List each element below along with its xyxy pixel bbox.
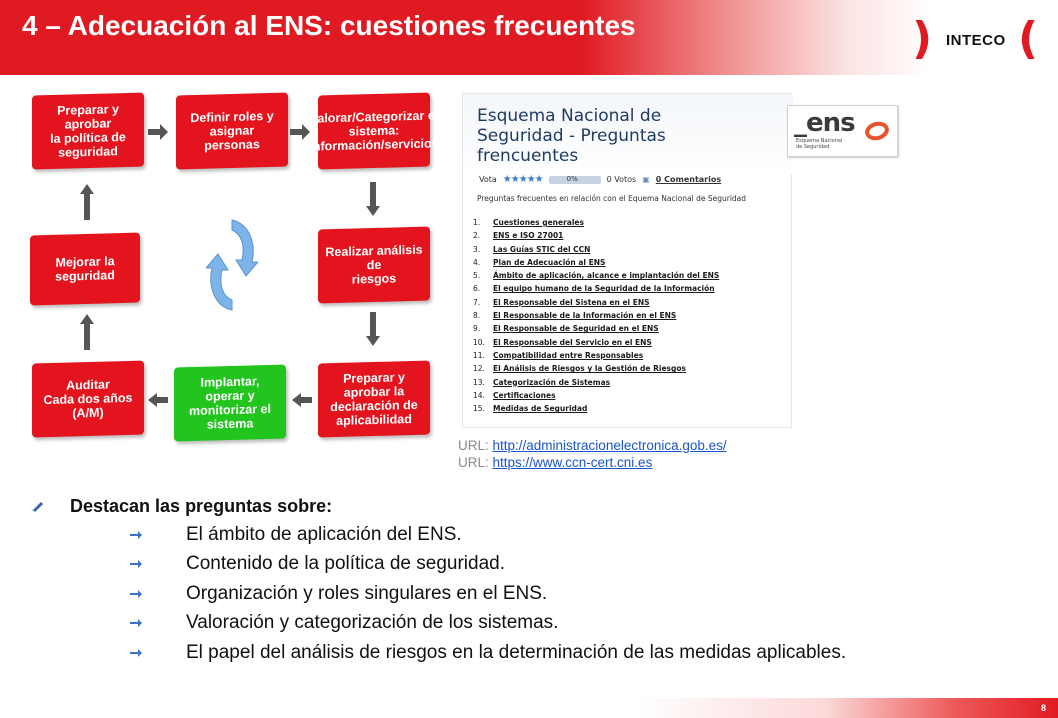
url-line — [458, 437, 727, 454]
url-prefix: URL: — [458, 438, 493, 453]
step-box: Valorar/Categorizar el sistema: Información/servicios — [318, 93, 430, 170]
faq-item-link[interactable]: Cuestiones generales — [493, 218, 584, 227]
faq-item[interactable] — [473, 322, 783, 335]
slide-title: 4 – Adecuación al ENS: cuestiones frecuentes — [22, 10, 636, 41]
step-box: Definir roles y asignar personas — [176, 93, 288, 170]
url-link[interactable]: http://administracionelectronica.gob.es/ — [492, 438, 727, 453]
rating-stars-icon[interactable]: ★★★★★ — [502, 174, 543, 185]
faq-item[interactable] — [473, 389, 783, 402]
faq-item[interactable] — [473, 309, 783, 322]
faq-item[interactable] — [473, 376, 783, 389]
faq-item-number: 14. — [473, 390, 485, 400]
faq-item-number: 1. — [473, 218, 481, 227]
faq-item-link[interactable]: El Responsable del Sistena en el ENS — [493, 297, 650, 307]
faq-item-link[interactable]: El Responsable de la Información en el ENS — [493, 311, 677, 321]
faq-item-link[interactable]: Ámbito de aplicación, alcance e implantación del ENS — [493, 271, 720, 281]
comment-icon: ▣ — [642, 175, 650, 184]
faq-item-number: 11. — [473, 350, 485, 360]
faq-item[interactable] — [473, 243, 783, 256]
faq-item-link[interactable]: Compatibilidad entre Responsables — [493, 350, 644, 360]
faq-item-link[interactable]: Plan de Adecuación al ENS — [493, 257, 606, 267]
cycle-icon — [206, 216, 258, 314]
url-line — [458, 454, 727, 471]
faq-vote-bar — [479, 174, 721, 185]
url-link[interactable]: https://www.ccn-cert.cni.es — [492, 455, 653, 470]
sub-bullet — [130, 520, 1032, 550]
faq-item-number: 6. — [473, 284, 481, 294]
faq-item[interactable] — [473, 269, 783, 282]
step-box: Preparar y aprobar la política de seguridad — [32, 93, 144, 170]
vote-percent-bar — [549, 176, 601, 184]
arrow-down-icon — [366, 182, 380, 216]
faq-item-link[interactable]: Categorización de Sistemas — [493, 377, 611, 387]
faq-item[interactable] — [473, 336, 783, 349]
step-box: Implantar, operar y monitorizar el sistema — [174, 365, 286, 442]
ens-mark-icon — [864, 120, 890, 142]
url-prefix: URL: — [458, 455, 493, 470]
vote-count: 0 Votos — [606, 175, 637, 184]
sub-bullet — [130, 579, 1032, 609]
sub-bullet — [130, 550, 1032, 580]
faq-item[interactable] — [473, 282, 783, 295]
vote-label: Vota — [479, 175, 497, 184]
bullet-arrow-icon — [32, 500, 44, 512]
faq-item-link[interactable]: Medidas de Seguridad — [493, 404, 588, 414]
arrow-left-icon — [292, 393, 312, 407]
faq-item[interactable] — [473, 402, 783, 415]
inteco-logo — [912, 13, 1042, 70]
ens-process-diagram — [26, 88, 446, 444]
faq-item[interactable] — [473, 362, 783, 375]
arrow-right-icon — [148, 124, 170, 140]
vote-percent: 0% — [566, 174, 578, 183]
faq-item-number: 8. — [473, 311, 481, 321]
faq-item-number: 9. — [473, 324, 481, 334]
faq-item[interactable] — [473, 216, 783, 229]
page-number: 8 — [1040, 703, 1046, 713]
sub-bullet — [130, 609, 1032, 639]
sub-bullet-text: Valoración y categorización de los sistemas. — [186, 612, 559, 634]
bullet-arrow-icon — [130, 617, 142, 629]
sub-bullet-text: El ámbito de aplicación del ENS. — [186, 523, 462, 545]
faq-item-number: 15. — [473, 404, 485, 414]
lead-bullet — [32, 492, 1032, 520]
logo-left-paren: ) — [912, 13, 933, 64]
faq-item-number: 5. — [473, 271, 481, 281]
ens-logo-caption: Esquema Nacional de Seguridad — [796, 138, 843, 150]
sub-bullet-text: Organización y roles singulares en el ENS. — [186, 582, 548, 604]
arrow-up-icon — [80, 184, 94, 220]
faq-item[interactable] — [473, 256, 783, 269]
sub-bullet-text: El papel del análisis de riesgos en la determinación de las medidas aplicables. — [186, 641, 847, 663]
sub-bullet-text: Contenido de la política de seguridad. — [186, 553, 506, 575]
faq-title: Esquema Nacional de Seguridad - Preguntas frencuentes — [477, 106, 666, 166]
faq-list — [473, 216, 783, 415]
faq-item-link[interactable]: El Responsable de Seguridad en el ENS — [493, 324, 659, 334]
bullet-arrow-icon — [130, 588, 142, 600]
bullet-arrow-icon — [130, 647, 142, 659]
faq-item-number: 2. — [473, 231, 481, 241]
logo-right-paren: ( — [1018, 13, 1039, 64]
faq-item[interactable] — [473, 229, 783, 242]
sub-bullet — [130, 638, 1032, 668]
bullet-arrow-icon — [130, 558, 142, 570]
faq-item-link[interactable]: ENS e ISO 27001 — [493, 231, 564, 241]
footer-bar — [0, 698, 1058, 718]
faq-item[interactable] — [473, 296, 783, 309]
faq-item-link[interactable]: Las Guías STIC del CCN — [493, 244, 591, 254]
faq-item-link[interactable]: El Responsable del Servicio en el ENS — [493, 337, 652, 347]
header-bar — [0, 0, 1058, 75]
comments-link[interactable]: 0 Comentarios — [655, 175, 722, 184]
faq-intro: Preguntas frecuentes en relación con el Equema Nacional de Seguridad — [477, 194, 747, 203]
faq-item-link[interactable]: Certificaciones — [493, 390, 556, 400]
faq-item-number: 4. — [473, 257, 481, 267]
step-box: Mejorar la seguridad — [30, 233, 140, 306]
faq-item-link[interactable]: El equipo humano de la Seguridad de la Información — [493, 284, 715, 294]
faq-item-number: 13. — [473, 377, 485, 387]
faq-item-number: 7. — [473, 297, 481, 307]
step-box: Preparar y aprobar la declaración de aplicabilidad — [318, 361, 430, 438]
faq-item-number: 12. — [473, 364, 485, 374]
bullet-arrow-icon — [130, 529, 142, 541]
faq-item-number: 10. — [473, 337, 485, 347]
faq-item-link[interactable]: El Análisis de Riesgos y la Gestión de Riesgos — [493, 364, 686, 374]
lead-text: Destacan las preguntas sobre: — [70, 495, 333, 516]
faq-item-number: 3. — [473, 244, 481, 254]
arrow-up-icon — [80, 314, 94, 350]
faq-screenshot — [462, 93, 792, 428]
ens-logo — [787, 105, 898, 157]
step-box: Auditar Cada dos años (A/M) — [32, 361, 144, 438]
bullet-list — [32, 492, 1032, 668]
faq-item[interactable] — [473, 349, 783, 362]
url-list — [458, 437, 727, 471]
arrow-right-icon — [290, 124, 312, 140]
step-box: Realizar análisis de riesgos — [318, 227, 430, 304]
arrow-left-icon — [148, 393, 168, 407]
logo-text: INTECO — [946, 32, 1006, 49]
ens-logo-word: _ens — [794, 108, 855, 138]
arrow-down-icon — [366, 312, 380, 346]
